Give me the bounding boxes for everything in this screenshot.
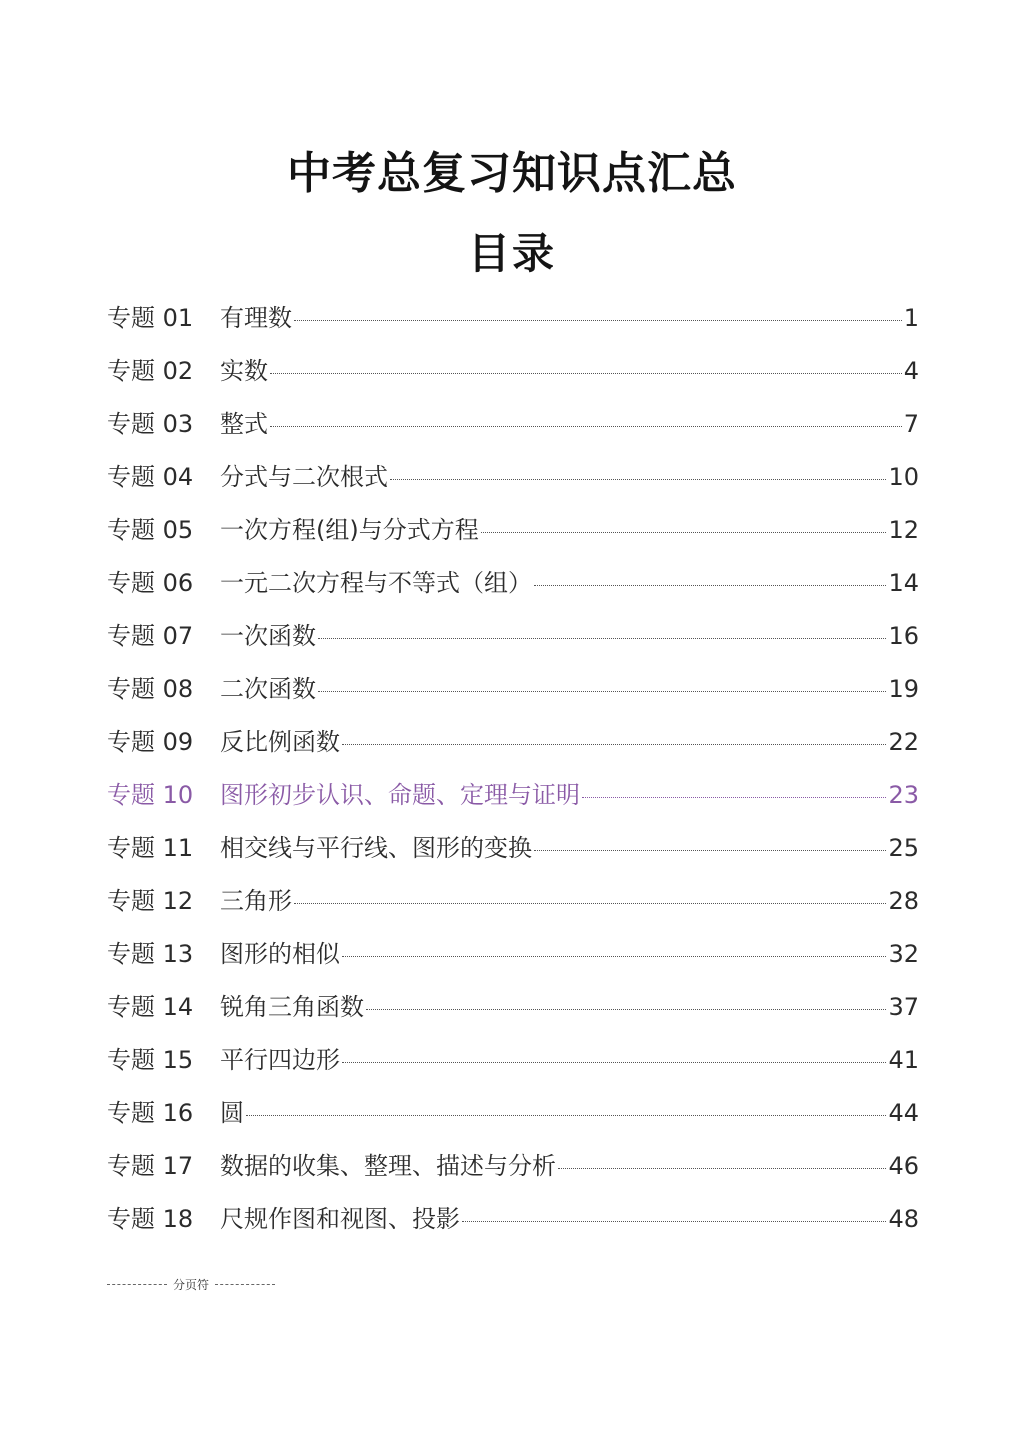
toc-entry-topic: 平行四边形 (220, 1046, 340, 1074)
toc-dot-leader (366, 1008, 886, 1010)
toc-entry-topic: 一元二次方程与不等式（组） (220, 569, 532, 597)
toc-entry-page: 25 (888, 834, 919, 862)
toc-entry-01[interactable] (107, 292, 919, 345)
toc-entry-label: 专题 12 (107, 887, 194, 915)
toc-dot-leader (342, 955, 886, 957)
toc-entry-page: 44 (888, 1099, 919, 1127)
toc-heading: 目录 (467, 229, 556, 278)
toc-entry-page: 23 (888, 781, 919, 809)
toc-dot-leader (318, 637, 886, 639)
toc-entry-14[interactable] (107, 981, 919, 1034)
toc-entry-page: 19 (888, 675, 919, 703)
toc-entry-topic: 整式 (220, 410, 268, 438)
toc-entry-page: 46 (888, 1152, 919, 1180)
toc-entry-label: 专题 08 (107, 675, 194, 703)
toc-entry-page: 16 (888, 622, 919, 650)
toc-entry-topic: 圆 (220, 1099, 244, 1127)
toc-dot-leader (318, 690, 886, 692)
toc-entry-page: 10 (888, 463, 919, 491)
toc-entry-topic: 相交线与平行线、图形的变换 (220, 834, 532, 862)
toc-entry-06[interactable] (107, 557, 919, 610)
toc-entry-18[interactable] (107, 1193, 919, 1246)
page-break-dash-left (107, 1284, 167, 1285)
toc-entry-topic: 数据的收集、整理、描述与分析 (220, 1152, 556, 1180)
toc-entry-label: 专题 15 (107, 1046, 194, 1074)
toc-entry-11[interactable] (107, 822, 919, 875)
toc-entry-topic: 一次函数 (220, 622, 316, 650)
toc-entry-label: 专题 10 (107, 781, 194, 809)
toc-entry-16[interactable] (107, 1087, 919, 1140)
toc-dot-leader (558, 1167, 886, 1169)
toc-entry-page: 28 (888, 887, 919, 915)
toc-entry-label: 专题 18 (107, 1205, 194, 1233)
page-break-dash-right (215, 1284, 275, 1285)
toc-entry-topic: 尺规作图和视图、投影 (220, 1205, 460, 1233)
toc-entry-page: 7 (903, 410, 919, 438)
toc-entry-13[interactable] (107, 928, 919, 981)
table-of-contents (107, 292, 919, 1246)
toc-dot-leader (246, 1114, 886, 1116)
toc-entry-08[interactable] (107, 663, 919, 716)
toc-entry-02[interactable] (107, 345, 919, 398)
toc-entry-page: 4 (903, 357, 919, 385)
toc-entry-page: 41 (888, 1046, 919, 1074)
toc-entry-label: 专题 04 (107, 463, 194, 491)
toc-entry-topic: 三角形 (220, 887, 292, 915)
toc-entry-label: 专题 02 (107, 357, 194, 385)
toc-dot-leader (270, 425, 902, 427)
toc-dot-leader (534, 849, 886, 851)
toc-entry-label: 专题 09 (107, 728, 194, 756)
toc-entry-topic: 有理数 (220, 304, 292, 332)
toc-entry-page: 37 (888, 993, 919, 1021)
document-title: 中考总复习知识点汇总 (287, 148, 737, 199)
toc-entry-topic: 锐角三角函数 (220, 993, 364, 1021)
toc-entry-label: 专题 03 (107, 410, 194, 438)
toc-entry-page: 48 (888, 1205, 919, 1233)
toc-dot-leader (534, 584, 886, 586)
toc-entry-label: 专题 17 (107, 1152, 194, 1180)
toc-entry-03[interactable] (107, 398, 919, 451)
toc-entry-topic: 反比例函数 (220, 728, 340, 756)
toc-entry-page: 14 (888, 569, 919, 597)
toc-dot-leader (342, 1061, 886, 1063)
page-break-label: 分页符 (173, 1278, 210, 1292)
toc-entry-17[interactable] (107, 1140, 919, 1193)
toc-entry-topic: 图形初步认识、命题、定理与证明 (220, 781, 580, 809)
toc-entry-page: 22 (888, 728, 919, 756)
toc-entry-15[interactable] (107, 1034, 919, 1087)
toc-dot-leader (294, 902, 886, 904)
toc-entry-topic: 分式与二次根式 (220, 463, 388, 491)
toc-entry-label: 专题 11 (107, 834, 194, 862)
toc-dot-leader (582, 796, 886, 798)
toc-entry-label: 专题 16 (107, 1099, 194, 1127)
toc-entry-label: 专题 05 (107, 516, 194, 544)
toc-entry-label: 专题 14 (107, 993, 194, 1021)
toc-entry-topic: 图形的相似 (220, 940, 340, 968)
toc-entry-label: 专题 13 (107, 940, 194, 968)
toc-entry-page: 32 (888, 940, 919, 968)
toc-entry-page: 1 (903, 304, 919, 332)
toc-dot-leader (342, 743, 886, 745)
toc-entry-topic: 实数 (220, 357, 268, 385)
toc-entry-topic: 二次函数 (220, 675, 316, 703)
toc-dot-leader (390, 478, 886, 480)
page-break-marker (107, 1276, 275, 1293)
toc-entry-topic: 一次方程(组)与分式方程 (220, 516, 479, 544)
toc-entry-page: 12 (888, 516, 919, 544)
toc-entry-05[interactable] (107, 504, 919, 557)
toc-entry-label: 专题 07 (107, 622, 194, 650)
toc-entry-04[interactable] (107, 451, 919, 504)
toc-dot-leader (481, 531, 887, 533)
toc-dot-leader (294, 319, 902, 321)
toc-dot-leader (462, 1220, 886, 1222)
toc-entry-07[interactable] (107, 610, 919, 663)
toc-dot-leader (270, 372, 902, 374)
toc-entry-12[interactable] (107, 875, 919, 928)
toc-entry-label: 专题 06 (107, 569, 194, 597)
toc-entry-label: 专题 01 (107, 304, 194, 332)
toc-entry-09[interactable] (107, 716, 919, 769)
toc-entry-10-highlighted[interactable] (107, 769, 919, 822)
